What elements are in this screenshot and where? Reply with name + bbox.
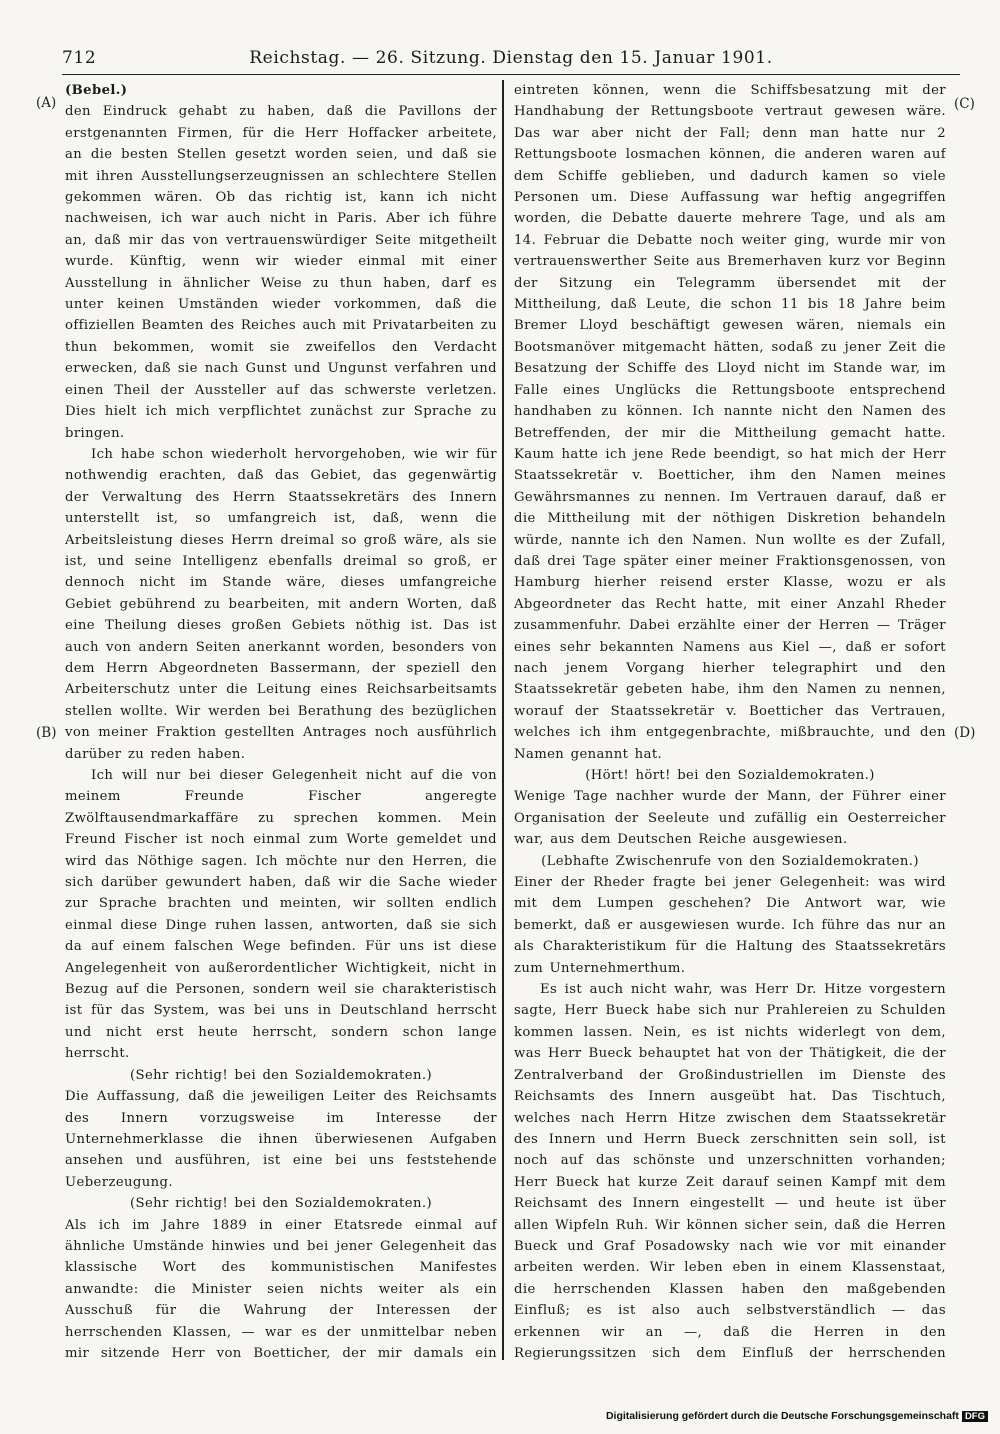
- page-header: [62, 44, 960, 75]
- dfg-logo: DFG: [962, 1411, 988, 1422]
- credit-text: Digitalisierung gefördert durch die Deutsche Forschungsgemeinschaft: [605, 1410, 959, 1422]
- digitization-credit: [606, 1410, 988, 1422]
- margin-marker-d: (D): [954, 725, 976, 741]
- left-column: [65, 80, 497, 1360]
- speaker-label: (Bebel.): [65, 83, 128, 98]
- margin-marker-b: (B): [36, 725, 57, 741]
- paragraph: den Eindruck gehabt zu haben, daß die Pavillons der erstgenannten Firmen, für die Herr Hoffacker arbeitete, an die besten Stellen gesetzt worden seien, und daß sie mit ihren Ausstellungserzeugnissen an schlechtere Stellen gekommen wären. Ob das richtig ist, kann ich nicht nachweisen, ich war auch nicht in Paris. Aber ich führe an, daß mir das von vertrauenswürdiger Seite mitgetheilt wurde. Künftig, wenn wir wieder einmal mit einer Ausstellung in ähnlicher Weise zu thun haben, darf es unter keinen Umständen wieder vorkommen, daß die offiziellen Beamten des Reiches auch mit Privatarbeiten zu thun bekommen, womit sie zweifellos den Verdacht erwecken, daß sie nach Gunst und Ungunst verfahren und einen Theil der Aussteller auf das schwerste verletzen. Dies hielt ich mich verpflichtet zunächst zur Sprache zu bringen.: [65, 104, 497, 441]
- page-number: 712: [62, 48, 97, 68]
- paragraph: Ich will nur bei dieser Gelegenheit nicht auf die von meinem Freunde Fischer angeregte Zwölftausendmarkaffäre zu sprechen kommen. Mein Freund Fischer ist noch einmal zum Worte gemeldet und wird das Nöthige sagen. Ich möchte nur den Herren, die sich darüber gewundert haben, daß wir die Sache wieder zur Sprache brachten und meinten, wir sollten endlich einmal diese Dinge ruhen lassen, antworten, daß sie sich da auf einem falschen Wege befinden. Für uns ist diese Angelegenheit von außerordentlicher Wichtigkeit, nicht in Bezug auf die Personen, sondern weil sie charakteristisch ist für das System, was bei uns in Deutschland herrscht und nicht erst heute herrscht, sondern schon lange herrscht.: [65, 768, 497, 1062]
- paragraph: Einer der Rheder fragte bei jener Gelegenheit: was wird mit dem Lumpen geschehen? Die Antwort war, wie bemerkt, daß er ausgewiesen wurde. Ich führe das nur an als Charakteristikum für die Haltung des Staatssekretärs zum Unternehmerthum.: [514, 875, 946, 976]
- interjection: (Lebhafte Zwischenrufe von den Sozialdemokraten.): [541, 853, 919, 869]
- interjection: (Hört! hört! bei den Sozialdemokraten.): [585, 768, 875, 783]
- paragraph: Als ich im Jahre 1889 in einer Etatsrede einmal auf ähnliche Umstände hinwies und bei jener Gelegenheit das klassische Wort des kommunistischen Manifestes anwandte: die Minister seien nichts weiter als ein Ausschuß für die Wahrung der Interessen der herrschenden Klassen, — war es der unmittelbar neben mir sitzende Herr von Boetticher, der mir damals ein: [65, 1217, 497, 1360]
- paragraph: Wenige Tage nachher wurde der Mann, der Führer einer Organisation der Seeleute und zufällig ein Oesterreicher war, aus dem Deutschen Reiche ausgewiesen.: [514, 789, 946, 848]
- running-title: Reichstag. — 26. Sitzung. Dienstag den 15. Januar 1901.: [249, 48, 773, 68]
- paragraph: Es ist auch nicht wahr, was Herr Dr. Hitze vorgestern sagte, Herr Bueck habe sich nur Prahlereien zu Schulden kommen lassen. Nein, es ist nichts widerlegt von dem, was Herr Bueck behauptet hat von der Thätigkeit, die der Zentralverband der Großindustriellen im Dienste des Reichsamts des Innern ausgeübt hat. Das Tischtuch, welches nach Herrn Hitze zwischen dem Staatssekretär des Innern und Herrn Bueck zerschnitten sein soll, ist noch auf das schönste und unzerschnitten vorhanden; Herr Bueck hat kurze Zeit darauf seinen Kampf mit dem Reichsamt des Innern eingestellt — und heute ist über allen Wipfeln Ruh. Wir können sicher sein, daß die Herren Bueck und Graf Posadowsky nach wie vor mit einander arbeiten werden. Wir leben eben in einem Klassenstaat, die herrschenden Klassen haben den maßgebenden Einfluß; es ist also auch selbstverständlich — das erkennen wir an —, daß die Herren in den Regierungssitzen sich dem Einfluß der herrschenden: [514, 982, 946, 1360]
- interjection: (Sehr richtig! bei den Sozialdemokraten.): [129, 1067, 432, 1083]
- paragraph: eintreten können, wenn die Schiffsbesatzung mit der Handhabung der Rettungsboote vertraut gewesen wäre. Das war aber nicht der Fall; denn man hatte nur 2 Rettungsboote losmachen können, die anderen waren auf dem Schiffe geblieben, und dadurch kamen so viele Personen um. Diese Auffassung war heftig angegriffen worden, die Debatte dauerte mehrere Tage, und als am 14. Februar die Debatte noch weiter ging, wurde mir von vertrauenswerther Seite aus Bremerhaven kurz vor Beginn der Sitzung ein Telegramm übersendet mit der Mittheilung, daß Leute, die schon 11 bis 18 Jahre beim Bremer Lloyd beschäftigt gewesen wären, niemals ein Bootsmanöver mitgemacht hätten, sodaß zu jener Zeit die Besatzung der Schiffe des Lloyd nicht im Stande war, im Falle eines Unglücks die Rettungsboote entsprechend handhaben zu können. Ich nannte nicht den Namen des Betreffenden, der mir die Mittheilung gemacht hatte. Kaum hatte ich jene Rede beendigt, so hat mich der Herr Staatssekretär v. Boetticher, ihm den Namen meines Gewährsmannes zu nennen. Im Vertrauen darauf, daß er die Mittheilung mit der nöthigen Diskretion behandeln würde, nannte ich den Namen. Nun wollte es der Zufall, daß drei Tage später einer meiner Fraktionsgenossen, von Hamburg hierher reisend erster Klasse, wozu er als Abgeordneter das Recht hatte, mit einer Anzahl Rheder zusammenfuhr. Dabei erzählte einer der Herren — Träger eines sehr bekannten Namens aus Kiel —, daß er sofort nach jenem Vorgang hierher telegraphirt und den Staatssekretär gebeten habe, ihm den Namen zu nennen, worauf der Staatssekretär v. Boetticher das Vertrauen, welches ich ihm entgegenbrachte, mißbrauchte, und den Namen genannt hat.: [514, 83, 946, 762]
- margin-marker-a: (A): [36, 95, 57, 111]
- paragraph: Ich habe schon wiederholt hervorgehoben, wie wir für nothwendig erachten, daß das Gebiet, das gegenwärtig der Verwaltung des Herrn Staatssekretärs des Innern unterstellt ist, so umfangreich ist, daß, wenn die Arbeitsleistung dieses Herrn dreimal so groß wäre, als sie ist, und seine Intelligenz ebenfalls dreimal so groß, er dennoch nicht im Stande wäre, dieses umfangreiche Gebiet gebührend zu bearbeiten, mit andern Worten, daß eine Theilung dieses großen Gebiets nöthig ist. Das ist auch von andern Seiten anerkannt worden, besonders von dem Herrn Abgeordneten Bassermann, der speziell den Arbeiterschutz unter die Leitung eines Reichsarbeitsamts stellen wollte. Wir werden bei Berathung des bezüglichen von meiner Fraktion gestellten Antrages noch ausführlich darüber zu reden haben.: [65, 446, 497, 762]
- right-column: [514, 80, 946, 1360]
- interjection: (Sehr richtig! bei den Sozialdemokraten.): [129, 1196, 432, 1212]
- margin-marker-c: (C): [954, 96, 975, 112]
- column-divider: [502, 80, 504, 1360]
- paragraph: Die Auffassung, daß die jeweiligen Leiter des Reichsamts des Innern vorzugsweise im Interesse der Unternehmerklasse die ihnen überwiesenen Aufgaben ansehen und ausführen, ist eine bei uns feststehende Ueberzeugung.: [65, 1089, 497, 1190]
